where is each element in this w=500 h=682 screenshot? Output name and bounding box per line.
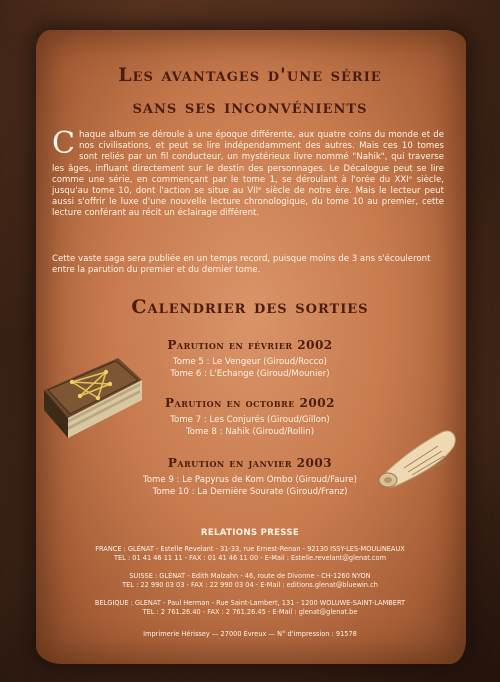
press-relations-title: RELATIONS PRESSE [200, 528, 300, 538]
drop-cap: C [52, 126, 75, 161]
page-title-line-1: Les avantages d'une série [118, 64, 382, 86]
nahik-book-icon [36, 352, 148, 450]
tome-7-line: Tome 7 : Les Conjurés (Giroud/Gillon) [170, 415, 330, 425]
intro-text: haque album se déroule à une époque différente, aux quatre coins du monde et de nos civilisations, et peut se lire indépendamment des autres. Mais ces 10 tomes sont reliés par un fil conducteur, un mystérieux livre nommé "Nahik", qui traverse les âges, influant directement sur le destin des personnages. Le Décalogue peut se lire comme une série, en commençant par le tome 1, se déroulant à l'orée du XXIᵉ siècle, jusqu'au tome 10, dont l'action se situe au VIIᵉ siècle de notre ère. Mais le lecteur peut aussi s'offrir le luxe d'une nouvelle lecture chronologique, du tome 10 au premier, cette lecture conférant au récit un éclairage différent. [52, 130, 444, 219]
papyrus-scroll-icon [372, 414, 460, 494]
page-title-line-2: sans ses inconvénients [132, 96, 368, 118]
contact-suisse-phone: TEL : 22 990 03 03 - FAX : 22 990 03 04 - E-Mail : editions.glenat@bluewin.ch [122, 581, 378, 589]
contact-suisse-address: SUISSE : GLÉNAT - Edith Malzahn - 46, route de Divonne - CH-1260 NYON [129, 572, 371, 580]
calendar-title: Calendrier des sorties [131, 296, 369, 318]
tome-6-line: Tome 6 : L'Echange (Giroud/Mounier) [170, 369, 330, 379]
release-heading-feb-2002: Parution en février 2002 [167, 338, 333, 352]
contact-france-address: FRANCE : GLÉNAT - Estelle Revelant - 31-33, rue Ernest-Renan - 92130 ISSY-LES-MOULINEAUX [95, 545, 405, 553]
intro-paragraph [52, 126, 444, 220]
release-heading-oct-2002: Parution en octobre 2002 [165, 396, 335, 410]
tome-9-line: Tome 9 : Le Papyrus de Kom Ombo (Giroud/Faure) [143, 475, 357, 485]
contact-france-phone: TEL : 01 41 46 11 11 - FAX : 01 41 46 11 00 - E-Mail : Estelle.revelant@glenat.com [113, 554, 386, 562]
contact-belgique-phone: TEL : 2 761.26.40 - FAX : 2 761.26.45 - E-Mail : glenat@glenat.be [142, 608, 358, 616]
printer-credit: Imprimerie Hérissey — 27000 Évreux — N° d'impression : 91578 [143, 630, 357, 638]
tome-8-line: Tome 8 : Nahik (Giroud/Rollin) [185, 427, 315, 437]
contact-belgique-address: BELGIQUE : GLENAT - Paul Herman - Rue Saint-Lambert, 131 - 1200 WOLUWE-SAINT-LAMBERT [94, 599, 406, 607]
tome-10-line: Tome 10 : La Dernière Sourate (Giroud/Franz) [152, 487, 348, 497]
saga-paragraph: Cette vaste saga sera publiée en un temps record, puisque moins de 3 ans s'écouleront entre la parution du premier et du dernier tome. [52, 254, 431, 276]
tome-5-line: Tome 5 : Le Vengeur (Giroud/Rocco) [172, 357, 328, 367]
release-heading-jan-2003: Parution en janvier 2003 [167, 456, 333, 470]
